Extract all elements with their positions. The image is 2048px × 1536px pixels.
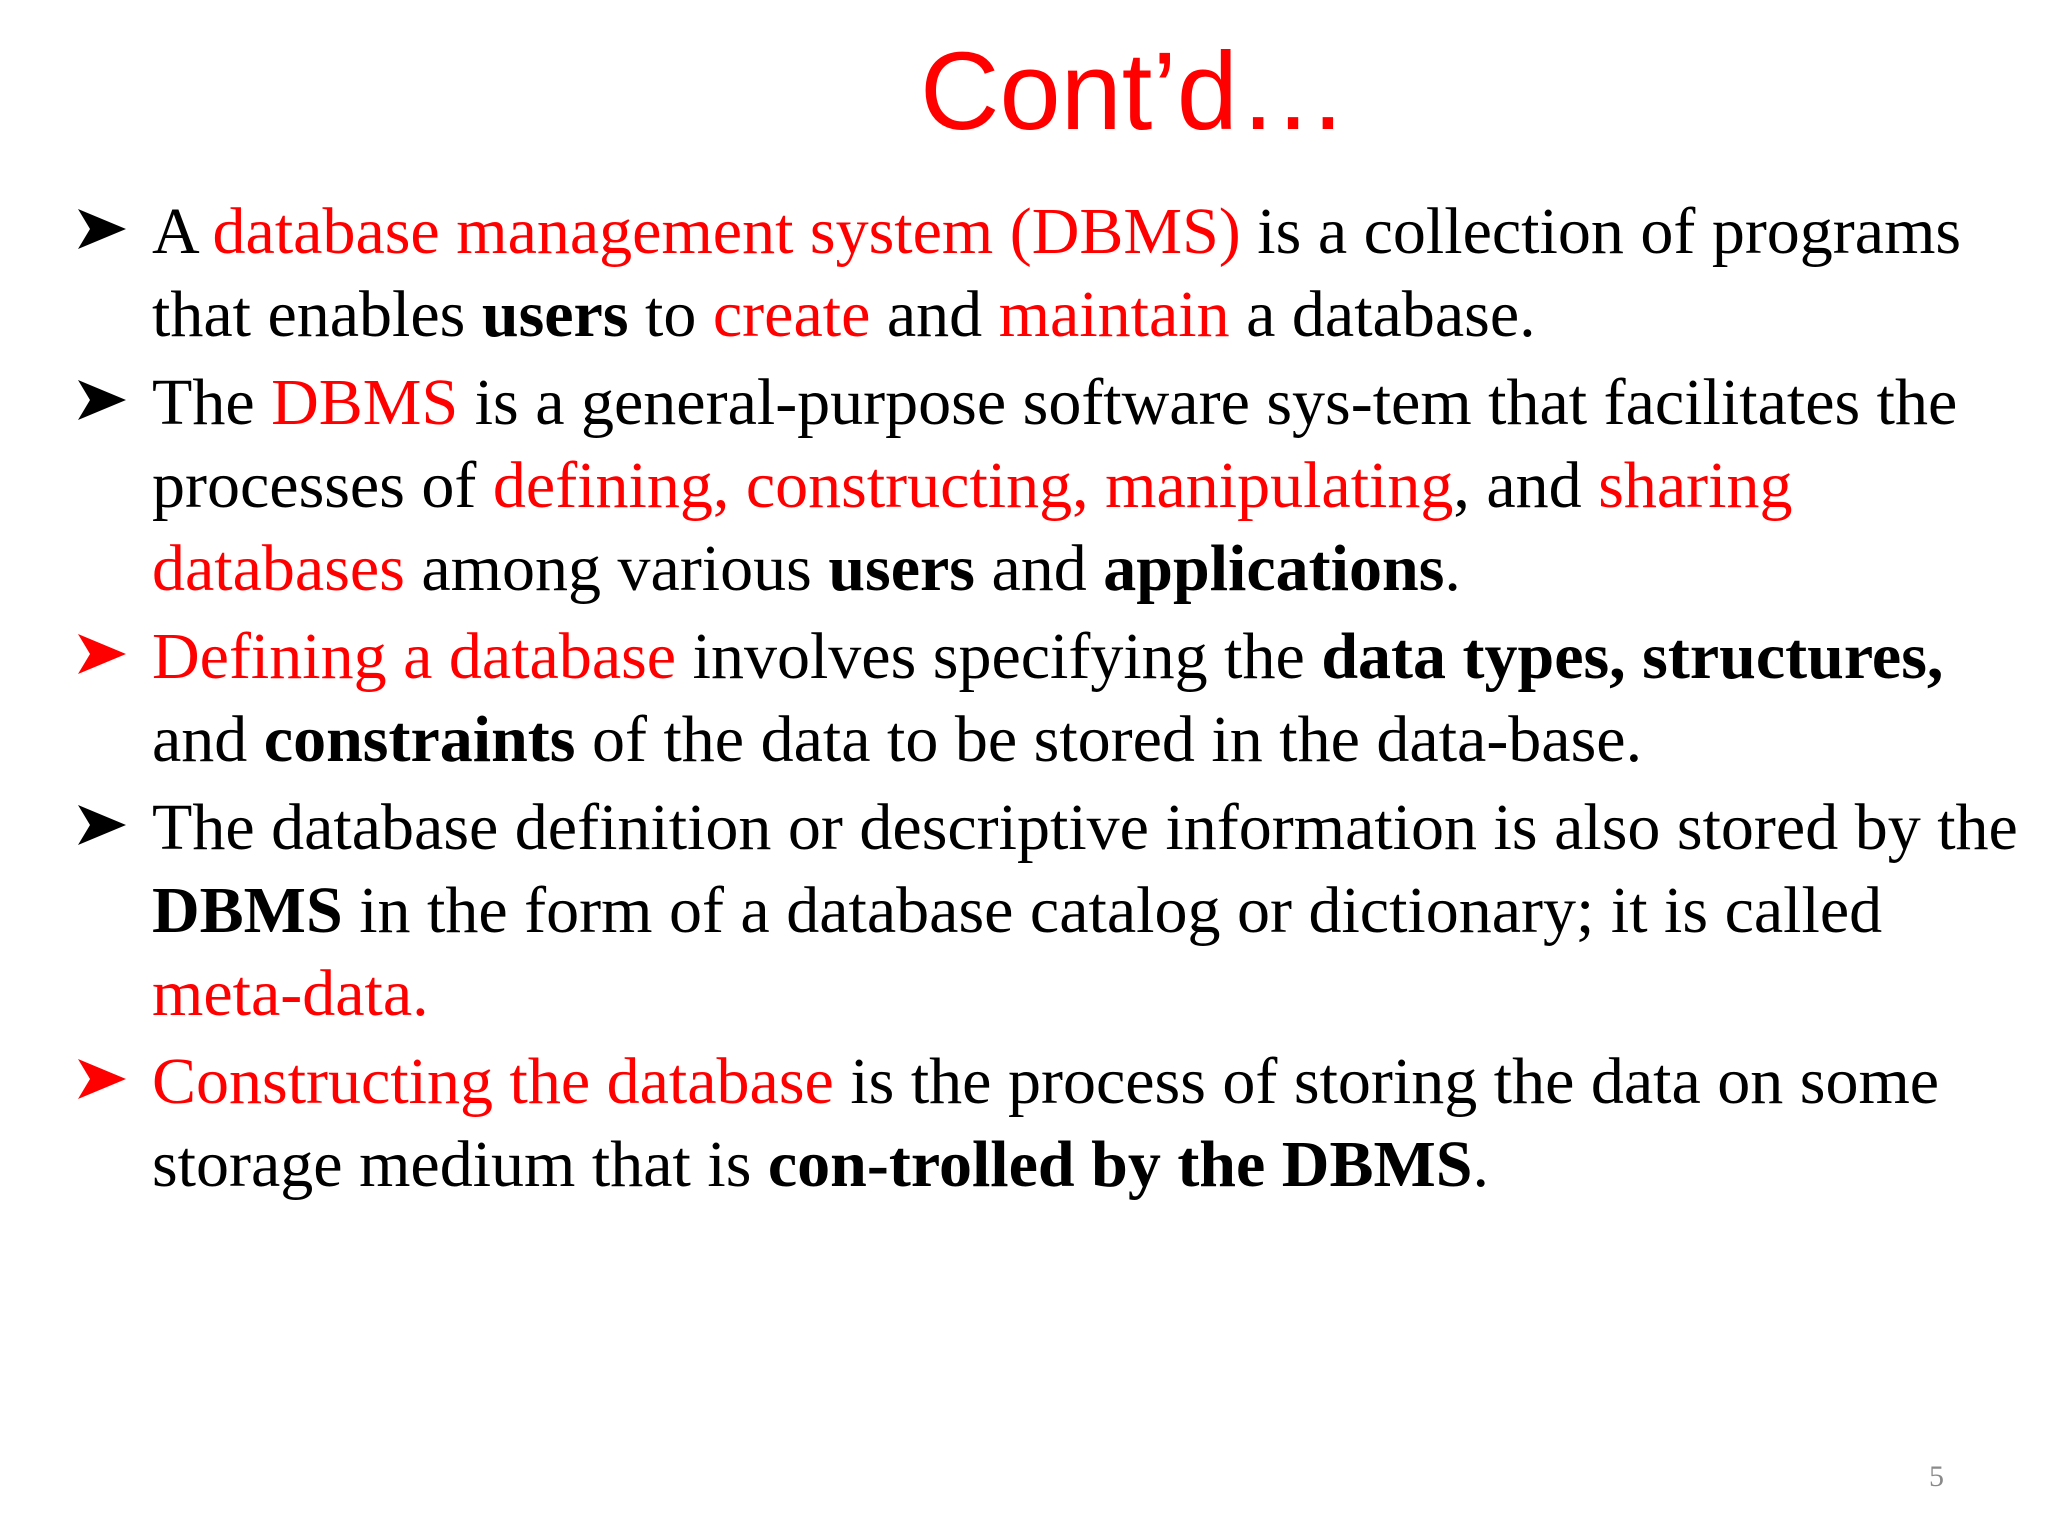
bullet-segment: meta-data. <box>152 957 429 1030</box>
bullet-segment: in the form of a database catalog or dictionary; it is called <box>342 874 1883 947</box>
bullet-segment: is a general-purpose software sys-tem that facilitates the processes of <box>152 366 1958 522</box>
bullet-segment: involves specifying the <box>676 620 1322 693</box>
bullet-item <box>76 361 2026 610</box>
bullet-text <box>152 366 1957 605</box>
bullet-item <box>76 615 2026 781</box>
bullet-segment: DBMS <box>152 874 343 947</box>
arrowhead-bullet-icon <box>76 632 128 676</box>
slide-title: Cont’d… <box>920 30 1348 153</box>
bullet-segment: and <box>870 278 999 351</box>
bullet-segment: constraints <box>263 703 576 776</box>
bullet-text <box>152 620 1943 776</box>
bullet-segment: The <box>152 366 272 439</box>
bullet-segment: con-trolled by the DBMS <box>767 1128 1473 1201</box>
bullet-segment: create <box>712 278 871 351</box>
bullet-text <box>152 791 2018 1030</box>
arrowhead-bullet-icon <box>76 207 128 251</box>
bullet-segment: A <box>152 195 213 268</box>
bullet-segment: maintain <box>998 278 1230 351</box>
bullet-segment: and <box>975 532 1104 605</box>
bullet-segment: applications <box>1103 532 1445 605</box>
bullet-segment: . <box>1444 532 1461 605</box>
bullet-segment: of the data to be stored in the data-base. <box>575 703 1643 776</box>
bullet-segment: and <box>152 703 264 776</box>
page-number: 5 <box>1929 1460 1944 1493</box>
bullet-segment: to <box>628 278 713 351</box>
bullet-item <box>76 786 2026 1035</box>
bullet-segment: The database definition or descriptive information is also stored by the <box>152 791 2018 864</box>
arrowhead-bullet-icon <box>76 1057 128 1101</box>
bullet-segment: a database. <box>1229 278 1536 351</box>
bullet-text <box>152 1045 1939 1201</box>
bullet-segment: users <box>481 278 629 351</box>
bullet-segment: is the process of storing the data on some storage medium that is <box>152 1045 1940 1201</box>
bullet-segment: database management system (DBMS) <box>212 195 1241 268</box>
bullet-segment: users <box>828 532 975 605</box>
bullet-segment: sharing databases <box>152 449 1793 605</box>
bullet-list <box>76 190 2026 1211</box>
bullet-segment: among various <box>404 532 829 605</box>
bullet-text <box>152 195 1961 351</box>
arrowhead-bullet-icon <box>76 378 128 422</box>
bullet-segment: data types, structures, <box>1321 620 1944 693</box>
bullet-segment: is a collection of programs that enables <box>152 195 1962 351</box>
bullet-segment: DBMS <box>271 366 459 439</box>
bullet-segment: . <box>1472 1128 1489 1201</box>
bullet-segment: defining, constructing, manipulating <box>492 449 1454 522</box>
bullet-segment: Constructing the database <box>152 1045 834 1118</box>
bullet-segment: , and <box>1453 449 1599 522</box>
arrowhead-bullet-icon <box>76 803 128 847</box>
bullet-segment: Defining a database <box>152 620 677 693</box>
bullet-item <box>76 1040 2026 1206</box>
bullet-item <box>76 190 2026 356</box>
